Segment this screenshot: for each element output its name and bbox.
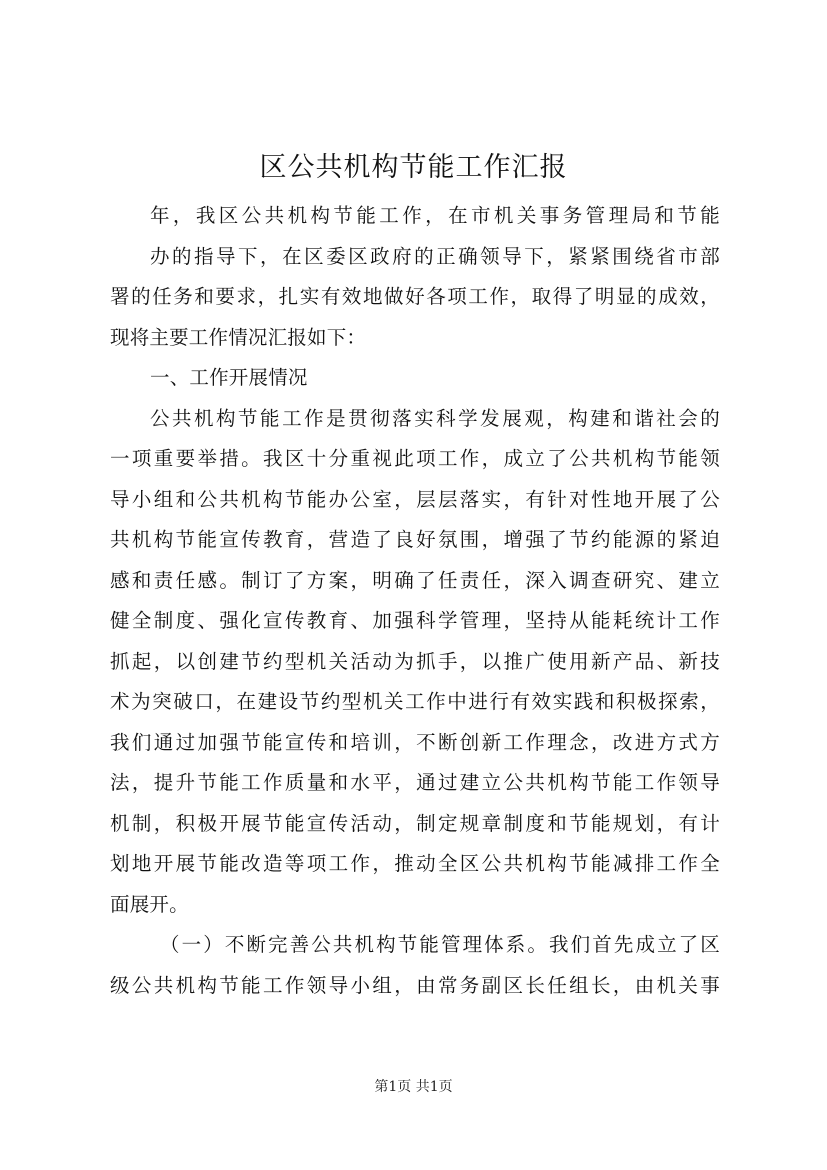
document-title: 区公共机构节能工作汇报	[259, 152, 568, 183]
paragraph-line: 导小组和公共机构节能办公室，层层落实，有针对性地开展了公	[110, 487, 720, 511]
document-body	[110, 196, 720, 1006]
paragraph-line: 年，我区公共机构节能工作，在市机关事务管理局和节能	[150, 204, 720, 227]
paragraph-line: 法，提升节能工作质量和水平，通过建立公共机构节能工作领导	[110, 771, 720, 794]
paragraph-line: 一项重要举措。我区十分重视此项工作，成立了公共机构节能领	[110, 447, 720, 470]
section-heading: 一、工作开展情况	[150, 366, 308, 389]
page-footer: 第1页 共1页	[374, 1079, 453, 1095]
paragraph-line: 级公共机构节能工作领导小组，由常务副区长任组长，由机关事	[110, 973, 720, 997]
paragraph-line: 我们通过加强节能宣传和培训，不断创新工作理念，改进方式方	[110, 730, 720, 754]
paragraph-line: 术为突破口，在建设节约型机关工作中进行有效实践和积极探索，	[110, 690, 720, 713]
paragraph-line: 办的指导下，在区委区政府的正确领导下，紧紧围绕省市部	[150, 244, 720, 268]
paragraph-line: 划地开展节能改造等项工作，推动全区公共机构节能减排工作全	[110, 852, 720, 875]
paragraph-line: 抓起，以创建节约型机关活动为抓手，以推广使用新产品、新技	[110, 649, 720, 673]
paragraph-line: 署的任务和要求，扎实有效地做好各项工作，取得了明显的成效，	[110, 285, 720, 308]
paragraph-line: 面展开。	[110, 892, 189, 916]
paragraph-line: 感和责任感。制订了方案，明确了任责任，深入调查研究、建立	[110, 568, 720, 592]
paragraph-line: 现将主要工作情况汇报如下：	[110, 325, 367, 349]
paragraph-line: 机制，积极开展节能宣传活动，制定规章制度和节能规划，有计	[110, 811, 720, 835]
paragraph-line: （一）不断完善公共机构节能管理体系。我们首先成立了区	[160, 933, 720, 956]
paragraph-line: 健全制度、强化宣传教育、加强科学管理，坚持从能耗统计工作	[110, 609, 720, 632]
paragraph-line: 公共机构节能工作是贯彻落实科学发展观，构建和谐社会的	[150, 406, 720, 430]
paragraph-line: 共机构节能宣传教育，营造了良好氛围，增强了节约能源的紧迫	[110, 528, 720, 551]
